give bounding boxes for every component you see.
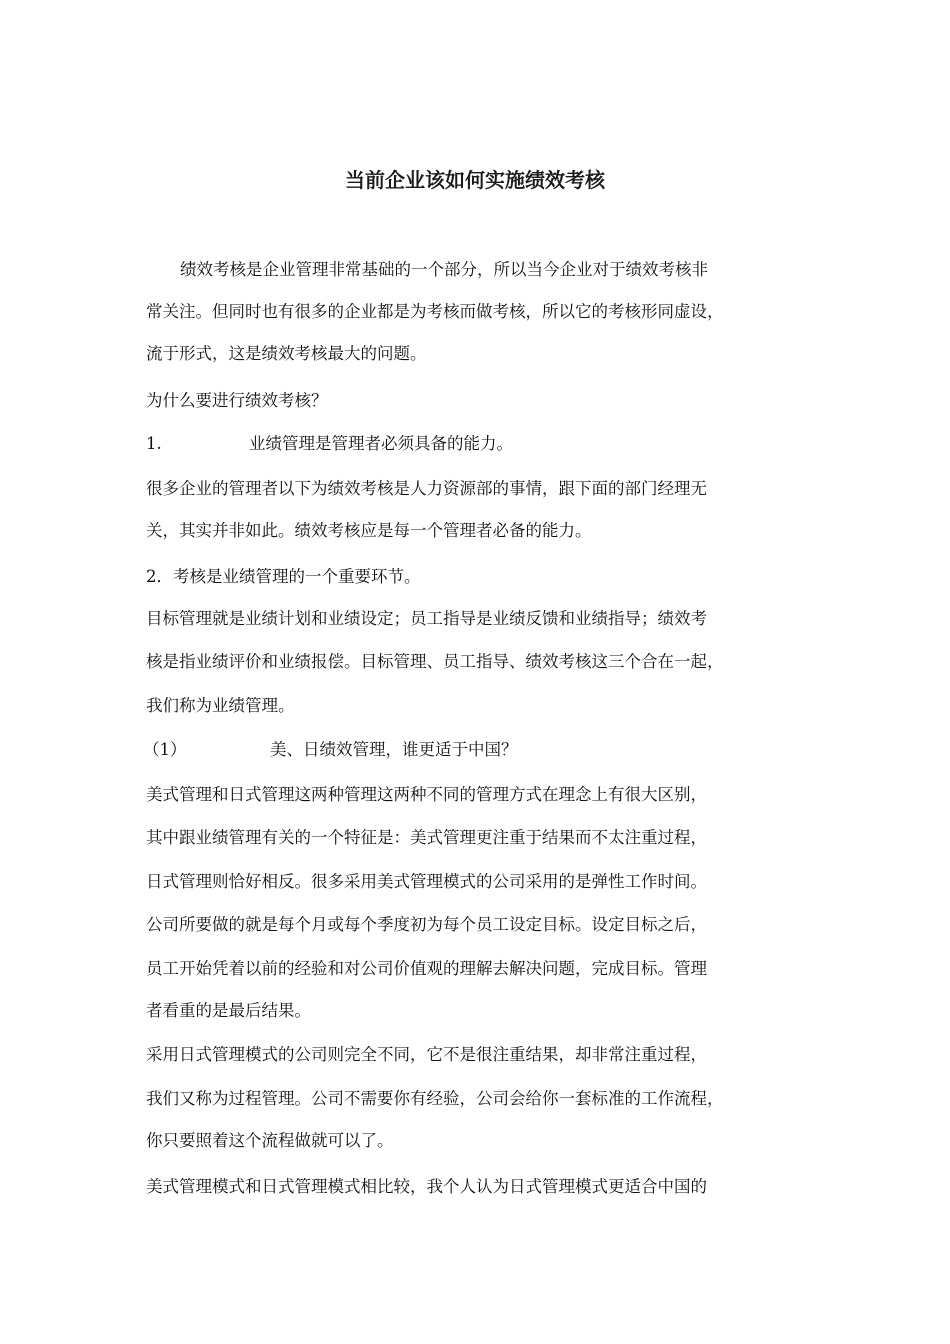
section-heading: 为什么要进行绩效考核？ (146, 391, 328, 410)
paragraph-line: 流于形式，这是绩效考核最大的问题。 (146, 344, 427, 363)
paragraph-line: 美式管理和日式管理这两种管理这两种不同的管理方式在理念上有很大区别， (146, 785, 707, 804)
paragraph-line: 常关注。但同时也有很多的企业都是为考核而做考核，所以它的考核形同虚设， (146, 302, 724, 321)
paragraph-line: 核是指业绩评价和业绩报偿。目标管理、员工指导、绩效考核这三个合在一起， (146, 652, 724, 671)
paragraph-line: 公司所要做的就是每个月或每个季度初为每个员工设定目标。设定目标之后， (146, 915, 707, 934)
list-item-number (146, 432, 162, 456)
sub-item-number (143, 738, 187, 762)
paragraph-line: 者看重的是最后结果。 (146, 1001, 311, 1020)
sub-item-marker: （1） (143, 740, 187, 759)
paragraph-line: 绩效考核是企业管理非常基础的一个部分，所以当今企业对于绩效考核非 (180, 260, 708, 279)
list-item-text: 2．考核是业绩管理的一个重要环节。 (146, 567, 421, 586)
paragraph-line: 我们又称为过程管理。公司不需要你有经验，公司会给你一套标准的工作流程， (146, 1089, 724, 1108)
paragraph-line: 很多企业的管理者以下为绩效考核是人力资源部的事情，跟下面的部门经理无 (146, 479, 707, 498)
paragraph-line: 员工开始凭着以前的经验和对公司价值观的理解去解决问题，完成目标。管理 (146, 959, 707, 978)
paragraph-line: 日式管理则恰好相反。很多采用美式管理模式的公司采用的是弹性工作时间。 (146, 872, 707, 891)
list-item-text: 业绩管理是管理者必须具备的能力。 (249, 434, 513, 453)
paragraph-line: 其中跟业绩管理有关的一个特征是：美式管理更注重于结果而不太注重过程， (146, 828, 707, 847)
paragraph-line: 美式管理模式和日式管理模式相比较，我个人认为日式管理模式更适合中国的 (146, 1177, 707, 1196)
paragraph-line: 你只要照着这个流程做就可以了。 (146, 1131, 394, 1150)
document-title: 当前企业该如何实施绩效考核 (345, 168, 605, 192)
paragraph-line: 我们称为业绩管理。 (146, 696, 295, 715)
list-marker: 1. (146, 434, 162, 453)
paragraph-line: 目标管理就是业绩计划和业绩设定；员工指导是业绩反馈和业绩指导；绩效考 (146, 609, 707, 628)
sub-item-text: 美、日绩效管理，谁更适于中国？ (270, 740, 518, 759)
paragraph-line: 关，其实并非如此。绩效考核应是每一个管理者必备的能力。 (146, 521, 592, 540)
paragraph-line: 采用日式管理模式的公司则完全不同，它不是很注重结果，却非常注重过程， (146, 1045, 707, 1064)
